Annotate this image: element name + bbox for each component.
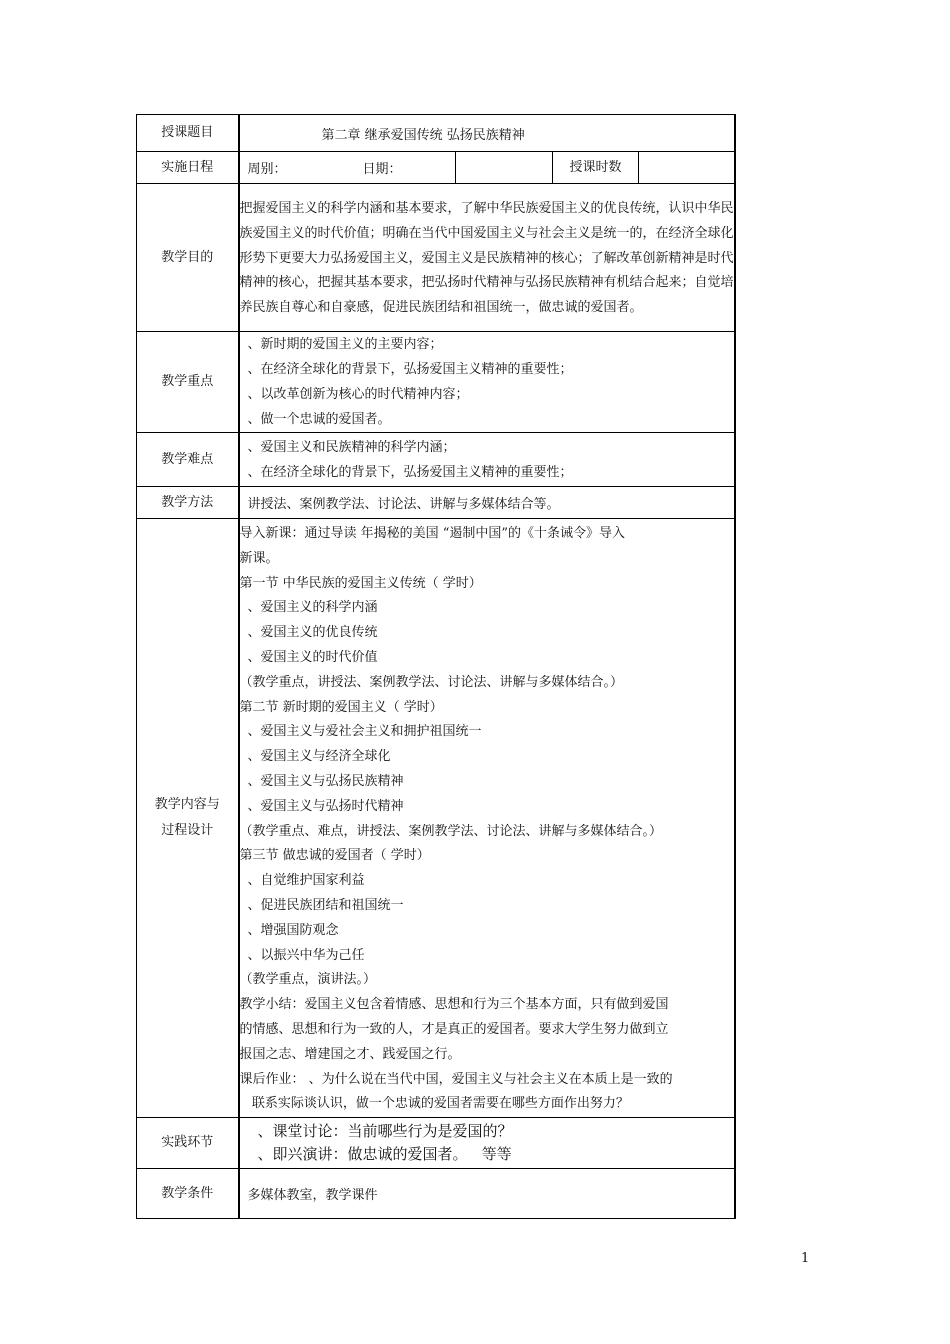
lesson-plan-table <box>136 114 736 1219</box>
focus-item: 、新时期的爱国主义的主要内容； <box>247 337 443 352</box>
date-label: 日期： <box>328 152 456 184</box>
content-line: 联系实际谈认识，做一个忠诚的爱国者需要在哪些方面作出努力？ <box>239 1096 629 1112</box>
practice-item: 、课堂讨论：当前哪些行为是爱国的？ <box>257 1122 513 1141</box>
content-line: 、爱国主义与弘扬时代精神 <box>247 798 404 814</box>
method-label: 教学方法 <box>137 487 239 519</box>
content-line: 、促进民族团结和祖国统一 <box>247 897 404 913</box>
hours-value <box>639 152 735 184</box>
content-line: 、爱国主义与弘扬民族精神 <box>247 773 404 789</box>
practice-item: 、即兴演讲：做忠诚的爱国者。 等等 <box>257 1145 512 1164</box>
focus-list <box>239 332 735 433</box>
content-line: 、自觉维护国家利益 <box>247 873 365 889</box>
content-line: （教学重点，讲授法、案例教学法、讨论法、讲解与多媒体结合。） <box>239 674 624 690</box>
content-line: 、爱国主义的优良传统 <box>247 625 378 641</box>
content-body <box>239 519 735 1118</box>
topic-label: 授课题目 <box>137 115 239 152</box>
objective-text: 把握爱国主义的科学内涵和基本要求，了解中华民族爱国主义的优良传统，认识中华民族爱国主义的时代价值；明确在当代中国爱国主义与社会主义是统一的，在经济全球化形势下更要大力弘扬爱国主义，爱国主义是民族精神的核心；了解改革创新精神是时代精神的核心，把握其基本要求，把弘扬时代精神与弘扬民族精神有机结合起来；自觉培养民族自尊心和自豪感，促进民族团结和祖国统一，做忠诚的爱国者。 <box>239 184 735 332</box>
content-line: 第一节 中华民族的爱国主义传统（ 学时） <box>239 575 482 591</box>
focus-item: 、以改革创新为核心的时代精神内容； <box>247 387 469 402</box>
row-schedule <box>137 152 735 184</box>
row-method <box>137 487 735 519</box>
content-label-line: 过程设计 <box>161 823 214 839</box>
week-label: 周别： <box>239 152 328 184</box>
content-line: 、爱国主义与经济全球化 <box>247 749 391 765</box>
content-line: 导入新课：通过导读 年揭秘的美国 “遏制中国”的《十条诫令》导入 <box>239 526 626 541</box>
focus-label: 教学重点 <box>137 332 239 433</box>
row-content <box>137 519 735 1118</box>
difficulty-item: 、在经济全球化的背景下，弘扬爱国主义精神的重要性； <box>247 464 573 480</box>
row-conditions <box>137 1169 735 1219</box>
content-line: 、以振兴中华为己任 <box>247 947 365 963</box>
content-line: 第二节 新时期的爱国主义（ 学时） <box>239 699 443 715</box>
conditions-label: 教学条件 <box>137 1169 239 1219</box>
content-line: 、爱国主义的科学内涵 <box>247 600 378 616</box>
row-practice <box>137 1118 735 1169</box>
content-line: 第三节 做忠诚的爱国者（ 学时） <box>239 848 430 864</box>
method-text: 讲授法、案例教学法、讨论法、讲解与多媒体结合等。 <box>239 487 735 519</box>
schedule-blank <box>456 152 553 184</box>
content-line: （教学重点、难点，讲授法、案例教学法、讨论法、讲解与多媒体结合。） <box>239 823 663 839</box>
practice-list <box>239 1118 735 1169</box>
row-topic <box>137 115 735 152</box>
difficulty-item: 、爱国主义和民族精神的科学内涵； <box>247 439 456 455</box>
topic-value: 第二章 继承爱国传统 弘扬民族精神 <box>239 115 735 152</box>
page-number: 1 <box>801 1251 810 1266</box>
row-focus <box>137 332 735 433</box>
content-line: 、爱国主义与爱社会主义和拥护祖国统一 <box>247 724 482 740</box>
row-objective <box>137 184 735 332</box>
conditions-text: 多媒体教室，教学课件 <box>239 1169 735 1219</box>
content-line: 、爱国主义的时代价值 <box>247 649 378 665</box>
content-line: 课后作业： 、为什么说在当代中国，爱国主义与社会主义在本质上是一致的 <box>239 1071 673 1087</box>
practice-label: 实践环节 <box>137 1118 239 1169</box>
content-line: 、增强国防观念 <box>247 922 339 938</box>
objective-label: 教学目的 <box>137 184 239 332</box>
content-line: （教学重点，演讲法。） <box>239 972 377 988</box>
row-difficulty <box>137 433 735 487</box>
content-line: 报国之志、增建国之才、践爱国之行。 <box>239 1046 461 1062</box>
focus-item: 、做一个忠诚的爱国者。 <box>247 412 391 427</box>
focus-item: 、在经济全球化的背景下，弘扬爱国主义精神的重要性； <box>247 362 573 377</box>
hours-label: 授课时数 <box>553 152 639 184</box>
difficulty-label: 教学难点 <box>137 433 239 487</box>
schedule-label: 实施日程 <box>137 152 239 184</box>
content-label-line: 教学内容与 <box>154 797 220 813</box>
content-line: 新课。 <box>239 550 279 566</box>
difficulty-list <box>239 433 735 487</box>
content-line: 的情感、思想和行为一致的人，才是真正的爱国者。要求大学生努力做到立 <box>239 1021 669 1037</box>
content-label <box>137 519 239 1118</box>
content-line: 教学小结：爱国主义包含着情感、思想和行为三个基本方面，只有做到爱国 <box>239 997 669 1013</box>
